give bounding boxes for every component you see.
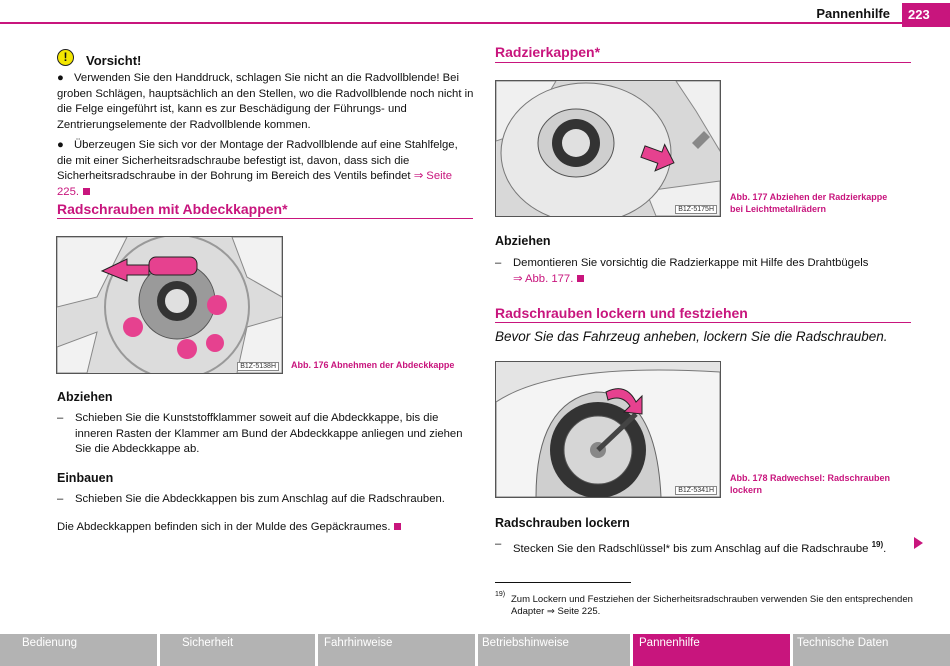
dash-marker: – <box>495 538 502 550</box>
instruction-item <box>57 411 475 458</box>
section-intro: Bevor Sie das Fahrzeug anheben, lockern Sie die Radschrauben. <box>495 329 888 344</box>
instruction-text <box>495 256 913 287</box>
warning-icon: ! <box>57 49 74 66</box>
car-wheel-illustration <box>496 362 720 497</box>
instruction-item <box>495 256 913 287</box>
instruction-text-body: Stecken Sie den Radschlüssel* bis zum Anschlag auf die Radschraube <box>513 542 869 555</box>
header-rule <box>0 22 950 24</box>
section-rule <box>495 62 911 63</box>
figure-176-caption: Abb. 176 Abnehmen der Abdeckkappe <box>291 360 455 370</box>
subheading-einbauen: Einbauen <box>57 471 114 485</box>
footnote-rule <box>495 582 631 583</box>
footer-tab-pannenhilfe[interactable]: Pannenhilfe <box>633 634 790 666</box>
page-reference-link[interactable]: ⇒ Seite 225. <box>57 170 453 198</box>
page-number: 223 <box>902 3 950 27</box>
footnote-text <box>511 594 921 618</box>
figure-code: B1Z-5175H <box>675 205 717 214</box>
end-marker <box>83 188 90 195</box>
caption-line: Abb. 178 Radwechsel: Radschrauben <box>730 473 891 483</box>
subheading-abziehen: Abziehen <box>57 390 113 404</box>
caption-line: lockern <box>730 485 763 495</box>
instruction-item <box>57 492 475 508</box>
closing-paragraph <box>57 520 475 536</box>
end-marker <box>577 275 584 282</box>
warning-list <box>57 71 475 200</box>
section-heading: Radschrauben lockern und festziehen <box>495 305 748 321</box>
closing-text: Die Abdeckkappen befinden sich in der Mulde des Gepäckraumes. <box>57 521 391 533</box>
footer-tab-sicherheit[interactable]: Sicherheit <box>160 634 315 666</box>
footer-tab-bedienung[interactable]: Bedienung <box>0 634 157 666</box>
instruction-item <box>495 537 913 557</box>
instruction-text: Schieben Sie die Abdeckkappen bis zum Anschlag auf die Radschrauben. <box>75 493 445 505</box>
figure-178-caption <box>730 472 890 496</box>
warning-title: Vorsicht! <box>86 53 142 68</box>
sentence-end: . <box>883 542 887 555</box>
dash-marker: – <box>57 493 64 505</box>
end-marker <box>394 523 401 530</box>
header-section-title: Pannenhilfe <box>816 6 890 21</box>
warning-item: ● Verwenden Sie den Handdruck, schlagen Sie nicht an die Radvollblende! Bei groben Schlägen, hauptsächlich an den Stellen, wo die Radvollblende noch nicht in die Felge eingeführt ist, kann es zur Beschädigung der Führungs- und Zentrierungselemente der Radvollblende kommen. <box>57 72 474 131</box>
figure-code: B1Z-5341H <box>675 486 717 495</box>
caption-line: bei Leichtmetallrädern <box>730 204 827 214</box>
footnote-line: Zum Lockern und Festziehen der Sicherheitsradschrauben verwenden Sie den entsprechenden <box>511 594 913 605</box>
dash-marker: – <box>495 257 502 269</box>
figure-176-image <box>56 236 283 374</box>
section-rule <box>57 218 473 219</box>
subheading-radschrauben-lockern: Radschrauben lockern <box>495 516 630 530</box>
footnote-marker[interactable]: 19) <box>871 540 884 549</box>
section-heading: Radschrauben mit Abdeckkappen* <box>57 201 288 217</box>
warning-item: ● Überzeugen Sie sich vor der Montage der Radvollblende auf eine Stahlfelge, die mit einer Sicherheitsradschraube befestigt ist, davon, dass sich die Sicherheitsradschraube in der Bohrung im Bereich des Ventils befindet ⇒ Seite 225. <box>57 139 458 198</box>
section-heading: Radzierkappen* <box>495 44 601 60</box>
caption-line: Abb. 177 Abziehen der Radzierkappe <box>730 192 888 202</box>
footer-tab-fahrhinweise[interactable]: Fahrhinweise <box>318 634 475 666</box>
instruction-text: Schieben Sie die Kunststoffklammer soweit auf die Abdeckkappe, bis die inneren Rasten der Klammer am Bund der Abdeckkappe anliegen und ziehen Sie die Abdeckkappe ab. <box>75 412 463 455</box>
warning-item-text: Verwenden Sie den Handdruck, schlagen Sie nicht an die Radvollblende! Bei groben Schlägen, hauptsächlich an den Stellen, wo die Radvollblende noch nicht in die Felge eingeführt ist, kann es zur Beschädigung der Führungs- und Zentrierungselemente der Radvollblende kommen. <box>57 72 474 131</box>
footnote-number: 19) <box>495 591 506 598</box>
hubcap-illustration <box>496 81 720 216</box>
figure-177-caption <box>730 191 887 215</box>
instruction-text-body: Demontieren Sie vorsichtig die Radzierkappe mit Hilfe des Drahtbügels <box>513 257 869 269</box>
figure-code: B1Z-5138H <box>237 362 279 371</box>
footnote-line: Adapter ⇒ Seite 225. <box>511 606 601 617</box>
warning-item-text: Überzeugen Sie sich vor der Montage der Radvollblende auf eine Stahlfelge, die mit einer Sicherheitsradschraube befestigt ist, davon, dass sich die Sicherheitsradschraube in der Bohrung im Bereich des Ventils befindet <box>57 139 458 182</box>
figure-reference-link[interactable]: ⇒ Abb. 177. <box>513 272 574 285</box>
figure-178-image <box>495 361 721 498</box>
wheel-cap-illustration <box>57 237 282 373</box>
figure-177-image <box>495 80 721 217</box>
section-rule <box>495 322 911 323</box>
dash-marker: – <box>57 412 64 424</box>
instruction-text <box>495 537 913 557</box>
subheading-abziehen: Abziehen <box>495 234 551 248</box>
next-page-arrow-icon[interactable] <box>914 537 923 549</box>
footer-tab-technische-daten[interactable]: Technische Daten <box>793 634 950 666</box>
footer-tab-betriebshinweise[interactable]: Betriebshinweise <box>478 634 630 666</box>
